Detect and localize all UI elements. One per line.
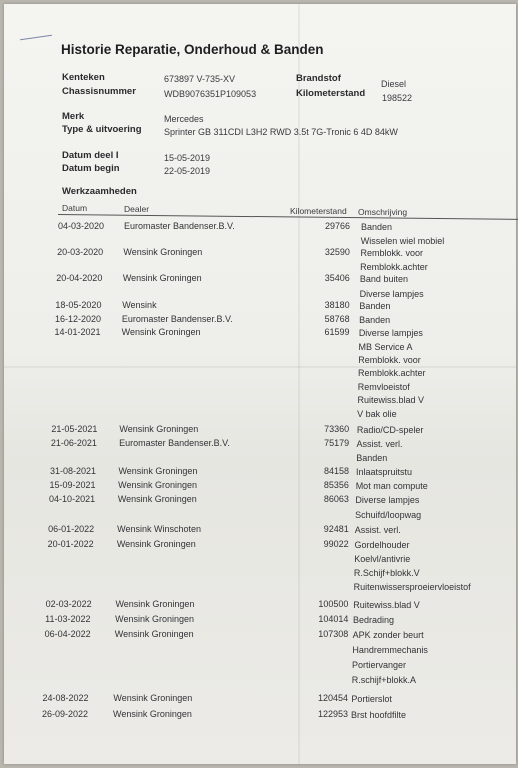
row-km: 85356 xyxy=(323,480,349,490)
chassis-value: WDB9076351P109053 xyxy=(164,89,257,99)
row-description: Handremmechanis xyxy=(352,645,428,655)
row-description: Remblokk. voor xyxy=(358,355,421,365)
row-dealer: Wensink Groningen xyxy=(122,273,202,283)
row-date: 21-06-2021 xyxy=(50,438,97,448)
row-description: Gordelhouder xyxy=(354,540,410,550)
row-description: Wisselen wiel mobiel xyxy=(360,236,445,246)
row-description: Mot man compute xyxy=(355,481,428,491)
type-value: Sprinter GB 311CDI L3H2 RWD 3.5t 7G-Tronic 6 4D 84kW xyxy=(164,127,398,137)
row-date: 20-01-2022 xyxy=(47,539,94,549)
row-date: 06-01-2022 xyxy=(48,524,95,534)
row-dealer: Wensink Groningen xyxy=(115,599,195,609)
datum-begin-label: Datum begin xyxy=(62,163,120,174)
row-km: 86063 xyxy=(323,494,349,504)
row-km: 122953 xyxy=(317,709,348,719)
row-dealer: Euromaster Bandenser.B.V. xyxy=(124,221,235,231)
row-km: 38180 xyxy=(324,300,350,310)
row-dealer: Wensink Groningen xyxy=(121,327,201,337)
row-dealer: Wensink Groningen xyxy=(113,709,192,719)
paper-fold xyxy=(298,4,300,764)
row-description: Koelvl/antivrie xyxy=(354,554,411,564)
row-description: R.schijf+blokk.A xyxy=(351,675,416,685)
row-description: Remvloeistof xyxy=(357,382,410,392)
row-dealer: Euromaster Bandenser.B.V. xyxy=(121,314,233,324)
row-date: 31-08-2021 xyxy=(49,466,96,476)
row-dealer: Wensink Groningen xyxy=(118,480,198,490)
row-description: Diverse lampjes xyxy=(355,495,420,505)
row-description: Portiervanger xyxy=(352,660,407,670)
row-description: Ruitewiss.blad V xyxy=(357,395,424,405)
row-description: Remblokk.achter xyxy=(360,262,428,272)
column-header-km: Kilometerstand xyxy=(290,206,347,216)
merk-label: Merk xyxy=(62,111,85,122)
row-description: Banden xyxy=(359,301,391,311)
row-km: 29766 xyxy=(324,221,350,231)
row-km: 35406 xyxy=(324,273,350,283)
datum-begin-value: 22-05-2019 xyxy=(164,166,211,176)
row-km: 61599 xyxy=(324,327,350,337)
row-km: 32590 xyxy=(324,247,350,257)
row-description: Ruitenwissersproeiervloeistof xyxy=(353,582,471,592)
row-description: Banden xyxy=(359,315,391,325)
row-description: Remblokk. voor xyxy=(360,248,423,258)
kenteken-label: Kenteken xyxy=(62,72,105,83)
row-description: Banden xyxy=(356,453,388,463)
kenteken-value: 673897 V-735-XV xyxy=(164,74,236,84)
row-description: Inlaatspruitstu xyxy=(355,467,412,477)
chassis-label: Chassisnummer xyxy=(62,86,136,97)
row-km: 100500 xyxy=(318,599,349,609)
row-date: 11-03-2022 xyxy=(45,614,91,624)
row-dealer: Wensink Groningen xyxy=(118,466,198,476)
datum-deel-label: Datum deel I xyxy=(62,150,119,161)
row-description: Ruitewiss.blad V xyxy=(353,600,420,610)
row-date: 14-01-2021 xyxy=(54,327,101,337)
page-title: Historie Reparatie, Onderhoud & Banden xyxy=(61,42,324,57)
merk-value: Mercedes xyxy=(164,114,204,124)
row-date: 20-04-2020 xyxy=(56,273,103,283)
row-date: 04-10-2021 xyxy=(49,494,96,504)
row-description: Diverse lampjes xyxy=(358,328,423,338)
row-date: 20-03-2020 xyxy=(57,247,104,257)
row-description: Portierslot xyxy=(351,694,392,704)
row-date: 18-05-2020 xyxy=(55,300,102,310)
row-date: 24-08-2022 xyxy=(42,693,89,703)
row-date: 21-05-2021 xyxy=(51,424,98,434)
row-dealer: Euromaster Bandenser.B.V. xyxy=(119,438,230,448)
row-description: Banden xyxy=(361,222,393,232)
row-date: 16-12-2020 xyxy=(54,314,101,324)
row-km: 84158 xyxy=(323,466,349,476)
row-dealer: Wensink Winschoten xyxy=(117,524,202,534)
row-dealer: Wensink Groningen xyxy=(116,539,196,549)
row-km: 92481 xyxy=(323,524,349,534)
column-header-dealer: Dealer xyxy=(124,204,150,214)
row-date: 26-09-2022 xyxy=(42,709,89,719)
row-km: 104014 xyxy=(318,614,349,624)
row-description: MB Service A xyxy=(358,342,413,352)
column-header-omschrijving: Omschrijving xyxy=(358,207,408,217)
kmstand-value: 198522 xyxy=(382,93,413,103)
row-date: 04-03-2020 xyxy=(58,221,105,231)
row-description: V bak olie xyxy=(357,409,397,419)
row-description: Remblokk.achter xyxy=(358,368,426,378)
row-date: 06-04-2022 xyxy=(44,629,91,639)
row-description: Brst hoofdfilte xyxy=(351,710,407,720)
row-description: Schuifd/loopwag xyxy=(355,510,422,520)
row-description: R.Schijf+blokk.V xyxy=(353,568,420,578)
row-dealer: Wensink Groningen xyxy=(114,629,194,639)
row-description: Radio/CD-speler xyxy=(356,425,424,435)
brandstof-label: Brandstof xyxy=(296,73,341,84)
type-label: Type & uitvoering xyxy=(62,124,142,135)
row-dealer: Wensink Groningen xyxy=(115,614,195,624)
row-km: 73360 xyxy=(324,424,350,434)
row-dealer: Wensink Groningen xyxy=(117,494,197,504)
paper-fold xyxy=(4,366,516,368)
row-km: 120454 xyxy=(318,693,349,703)
row-description: Assist. verl. xyxy=(354,525,401,535)
row-km: 75179 xyxy=(324,438,350,448)
row-km: 107308 xyxy=(318,629,349,639)
row-km: 58768 xyxy=(324,314,350,324)
row-date: 15-09-2021 xyxy=(49,480,96,490)
row-dealer: Wensink Groningen xyxy=(113,693,193,703)
kmstand-label: Kilometerstand xyxy=(296,88,366,99)
section-title: Werkzaamheden xyxy=(62,186,137,197)
brandstof-value: Diesel xyxy=(381,79,407,89)
row-km: 99022 xyxy=(323,539,349,549)
row-dealer: Wensink Groningen xyxy=(123,247,203,257)
datum-deel-value: 15-05-2019 xyxy=(164,153,211,163)
row-dealer: Wensink xyxy=(122,300,157,310)
row-description: Bedrading xyxy=(352,615,394,625)
row-dealer: Wensink Groningen xyxy=(119,424,199,434)
row-description: Band buiten xyxy=(359,274,408,284)
column-header-datum: Datum xyxy=(62,203,88,213)
row-description: APK zonder beurt xyxy=(352,630,424,640)
row-date: 02-03-2022 xyxy=(45,599,92,609)
row-description: Assist. verl. xyxy=(356,439,403,449)
row-description: Diverse lampjes xyxy=(359,289,424,299)
